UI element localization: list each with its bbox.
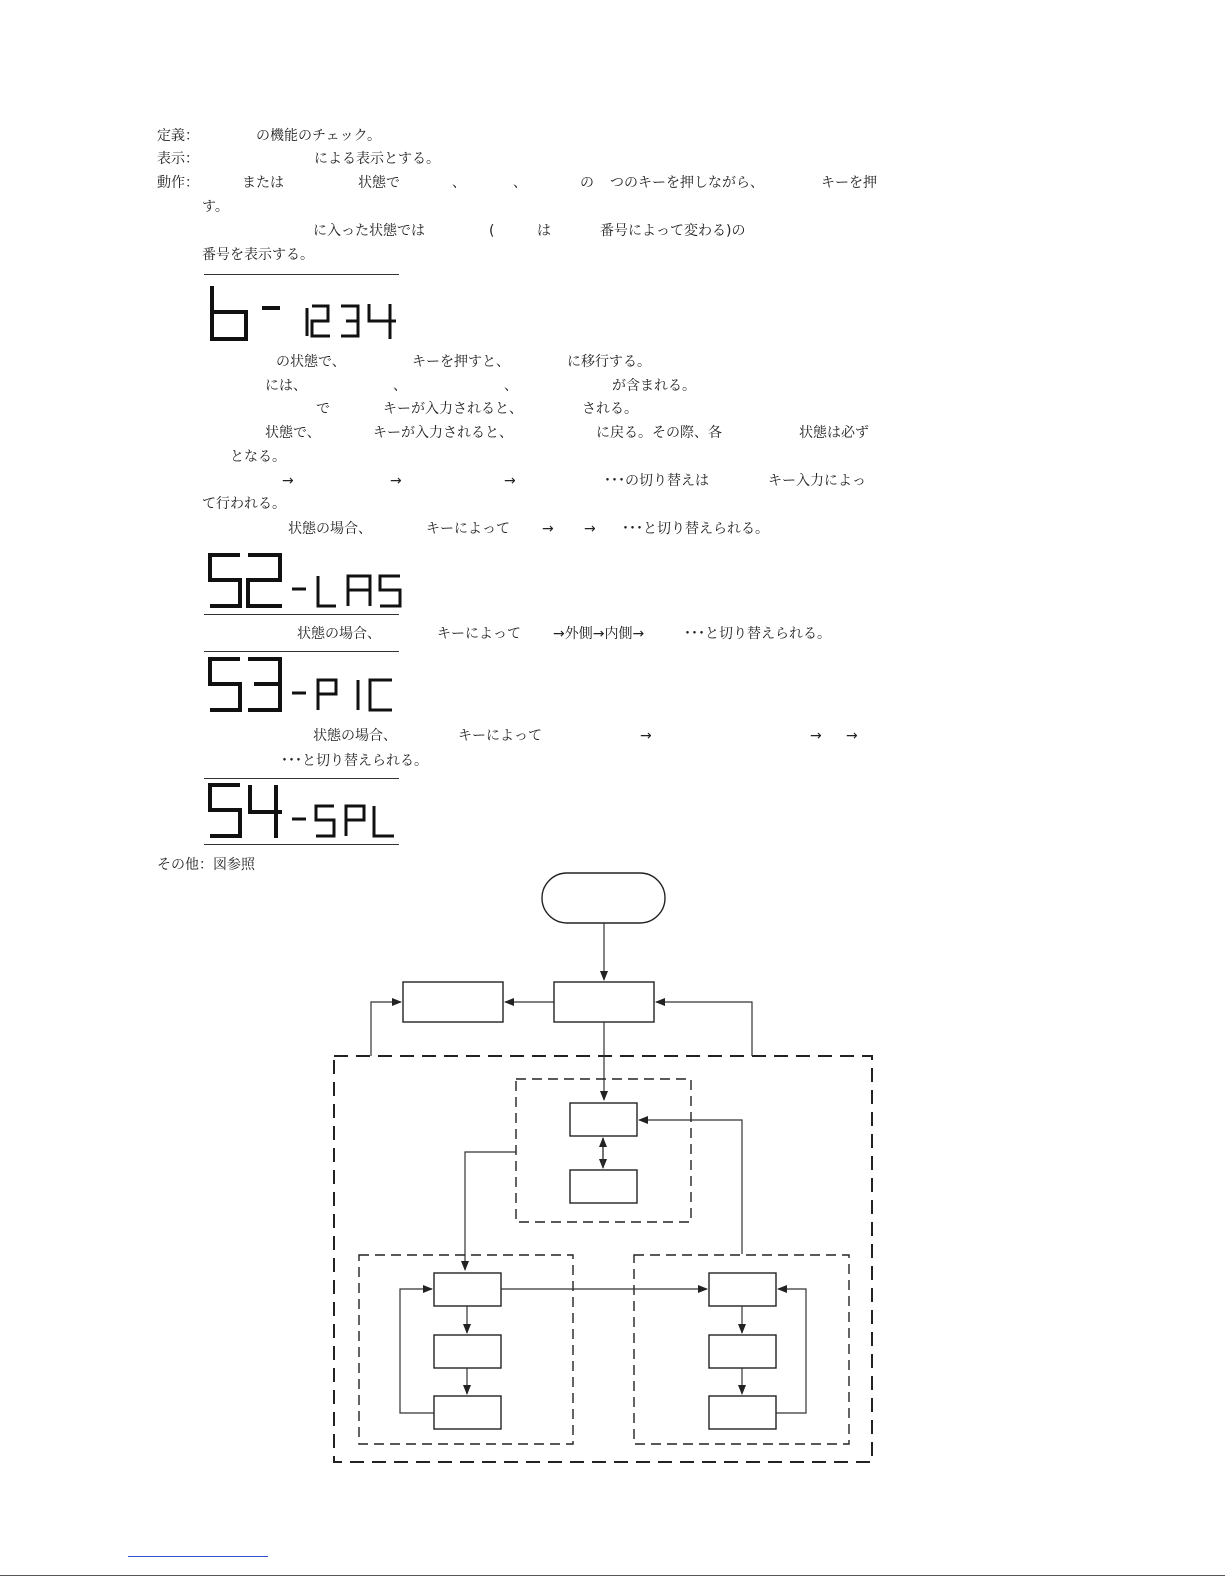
flow-box-right-b [709,1335,776,1368]
paragraph-text: → [810,728,822,744]
paragraph-text: → [282,473,294,489]
paragraph-text: に入った状態では [313,223,425,239]
paragraph-text: → [542,521,554,537]
paragraph-text: → [846,728,858,744]
action-text: 状態で [358,175,400,191]
paragraph-text: ･･･と切り替えられる。 [281,753,428,769]
paragraph-text: 番号によって変わる)の [600,223,746,239]
paragraph-text: 状態の場合、 [297,626,381,642]
flow-box-left-a [434,1273,501,1306]
action-text: 、 [513,175,527,191]
paragraph-text: キーが入力されると、 [373,425,513,441]
paragraph-text: される。 [582,401,638,417]
paragraph-text: ･･･と切り替えられる。 [622,521,769,537]
flow-box-left [403,982,503,1022]
action-text: または [242,175,284,191]
paragraph-text: 状態は必ず [799,425,869,441]
action-text: キーを押 [821,175,877,191]
paragraph-text: ･･･と切り替えられる。 [684,626,831,642]
label-other: その他：図参照 [157,857,255,873]
paragraph-text: → [390,473,402,489]
flow-box-right-c [709,1396,776,1429]
flow-box-top-a [570,1103,637,1136]
paragraph-text: →外側→内側→ [553,626,645,642]
paragraph-text: ･･･の切り替えは [604,473,709,489]
paragraph-text: キーによって [458,728,542,744]
paragraph-text: キーを押すと、 [412,354,510,370]
paragraph-text: キーが入力されると、 [383,401,523,417]
flow-box-top-b [570,1170,637,1203]
paragraph-text: に移行する。 [567,354,651,370]
paragraph-text: → [640,728,652,744]
display-text: による表示とする。 [314,151,440,167]
flow-start-terminal [542,873,665,923]
action-text: す。 [202,199,229,215]
paragraph-text: は [537,223,551,239]
label-definition: 定義： [157,128,199,144]
flow-box-left-c [434,1396,501,1429]
paragraph-text: ( [489,223,495,239]
flow-box-main [554,982,654,1022]
footer-divider [0,1575,1225,1576]
paragraph-text: 状態の場合、 [288,521,372,537]
paragraph-text: には、 [265,378,307,394]
flow-box-left-b [434,1335,501,1368]
paragraph-text: → [584,521,596,537]
paragraph-text: で [316,401,330,417]
action-text: つのキーを押しながら、 [610,175,764,191]
paragraph-text: 、 [393,378,407,394]
paragraph-text: キー入力によっ [768,473,866,489]
paragraph-text: となる。 [230,449,286,465]
paragraph-text: に戻る。その際、各 [596,425,722,441]
footer-link-underline[interactable] [128,1556,268,1557]
paragraph-text: 、 [504,378,518,394]
action-text: の [580,175,594,191]
action-text: 、 [452,175,466,191]
paragraph-text: 状態の場合、 [313,728,397,744]
paragraph-text: が含まれる。 [612,378,696,394]
paragraph-text: 状態で、 [265,425,321,441]
flow-box-right-a [709,1273,776,1306]
paragraph-text: 番号を表示する。 [202,247,314,263]
label-display: 表示： [157,151,199,167]
label-action: 動作： [157,175,199,191]
paragraph-text: て行われる。 [202,496,286,512]
paragraph-text: キーによって [437,626,521,642]
paragraph-text: の状態で、 [276,354,346,370]
paragraph-text: キーによって [426,521,510,537]
definition-text: の機能のチェック。 [256,128,382,144]
paragraph-text: → [504,473,516,489]
